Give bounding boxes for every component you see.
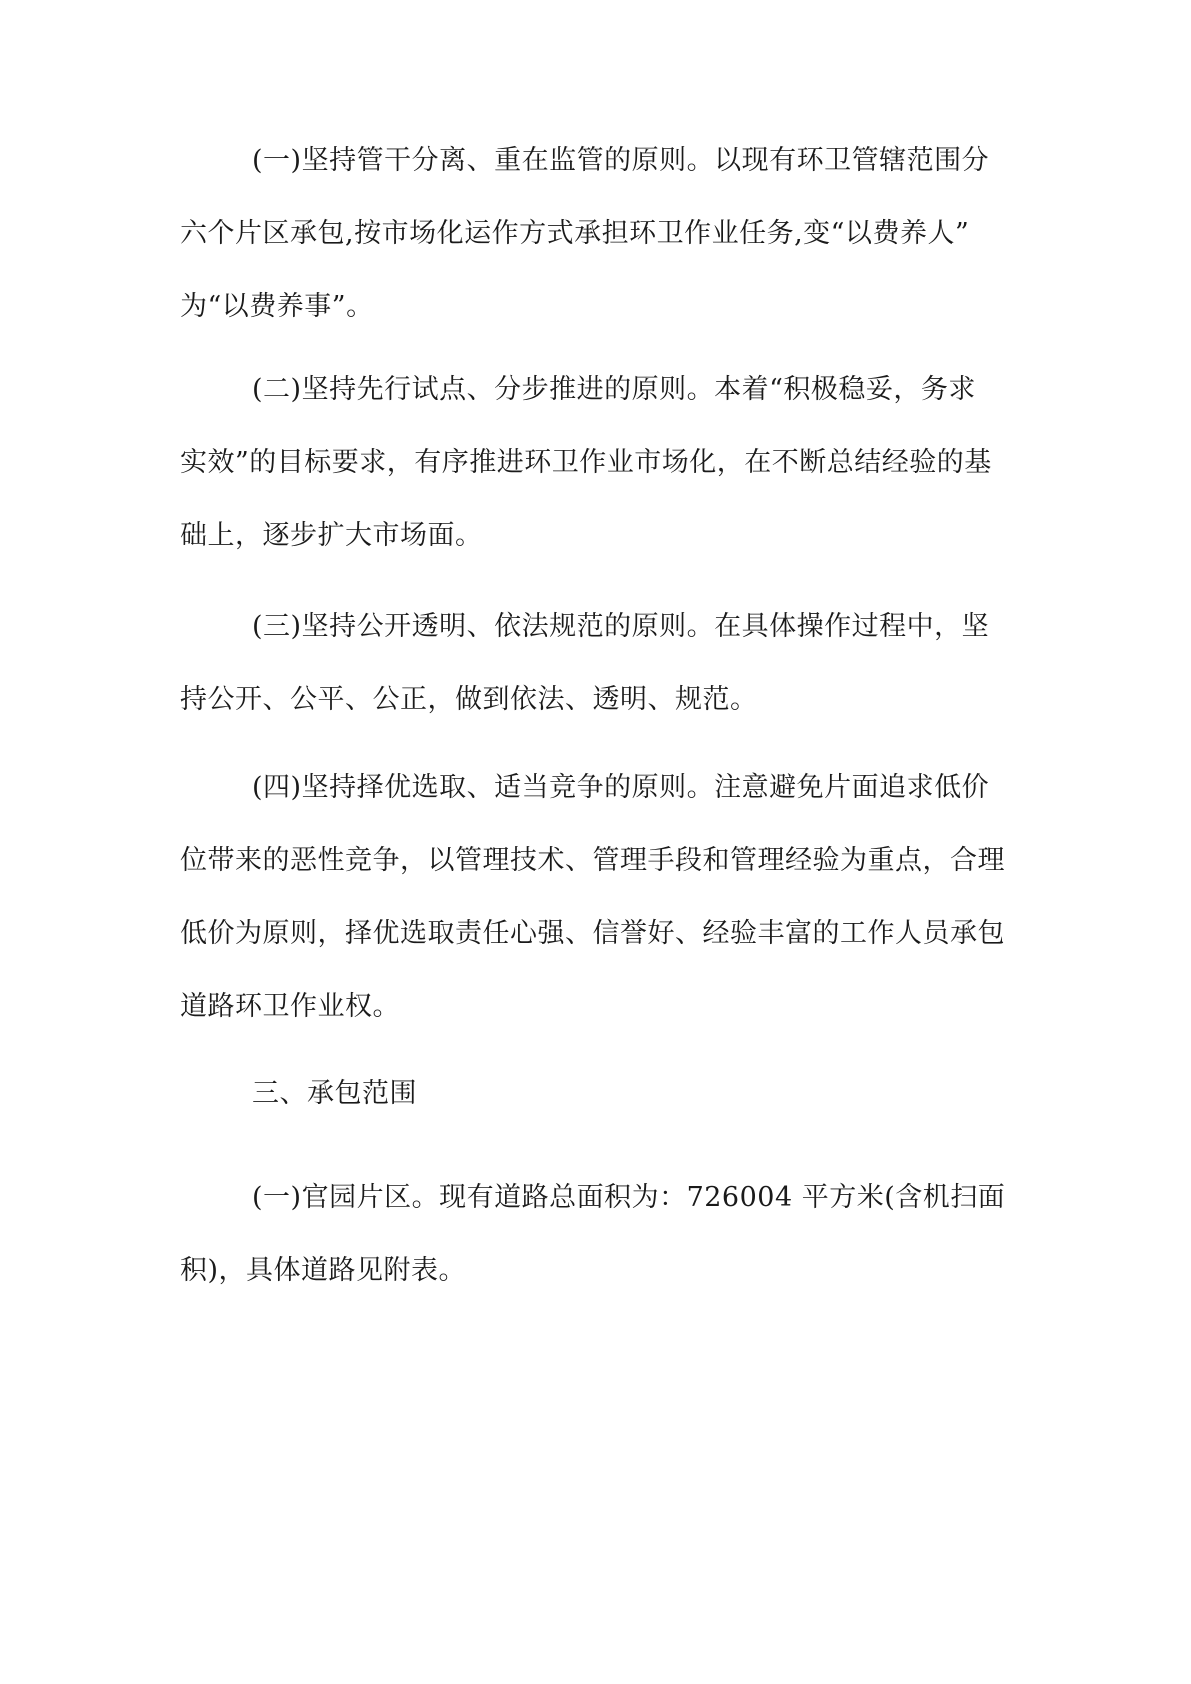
text-line: 位带来的恶性竞争，以管理技术、管理手段和管理经验为重点，合理	[180, 845, 1005, 876]
paragraph-principle-1	[180, 124, 1010, 343]
text-line: 实效”的目标要求，有序推进环卫作业市场化，在不断总结经验的基	[180, 447, 992, 478]
paragraph-principle-4	[180, 751, 1010, 1043]
text-line: 六个片区承包,按市场化运作方式承担环卫作业任务,变“以费养人”	[180, 218, 970, 249]
text-line: (一)官园片区。现有道路总面积为：726004 平方米(含机扫面	[252, 1182, 1006, 1213]
text-line: (四)坚持择优选取、适当竞争的原则。注意避免片面追求低价	[252, 772, 990, 803]
text-line: (一)坚持管干分离、重在监管的原则。以现有环卫管辖范围分	[252, 145, 990, 176]
paragraph-principle-3	[180, 590, 1010, 736]
paragraph-principle-2	[180, 353, 1010, 572]
text-line: (二)坚持先行试点、分步推进的原则。本着“积极稳妥，务求	[252, 374, 976, 405]
text-line: 三、承包范围	[252, 1078, 417, 1109]
paragraph-scope-1	[180, 1161, 1010, 1307]
text-line: 础上，逐步扩大市场面。	[180, 520, 483, 551]
text-line: 持公开、公平、公正，做到依法、透明、规范。	[180, 684, 758, 715]
text-line: 低价为原则，择优选取责任心强、信誉好、经验丰富的工作人员承包	[180, 918, 1005, 949]
text-line: 道路环卫作业权。	[180, 991, 400, 1022]
section-heading-contract-scope	[180, 1057, 1010, 1130]
text-line: 为“以费养事”。	[180, 291, 374, 322]
text-line: (三)坚持公开透明、依法规范的原则。在具体操作过程中，坚	[252, 611, 990, 642]
text-line: 积)，具体道路见附表。	[180, 1255, 467, 1286]
